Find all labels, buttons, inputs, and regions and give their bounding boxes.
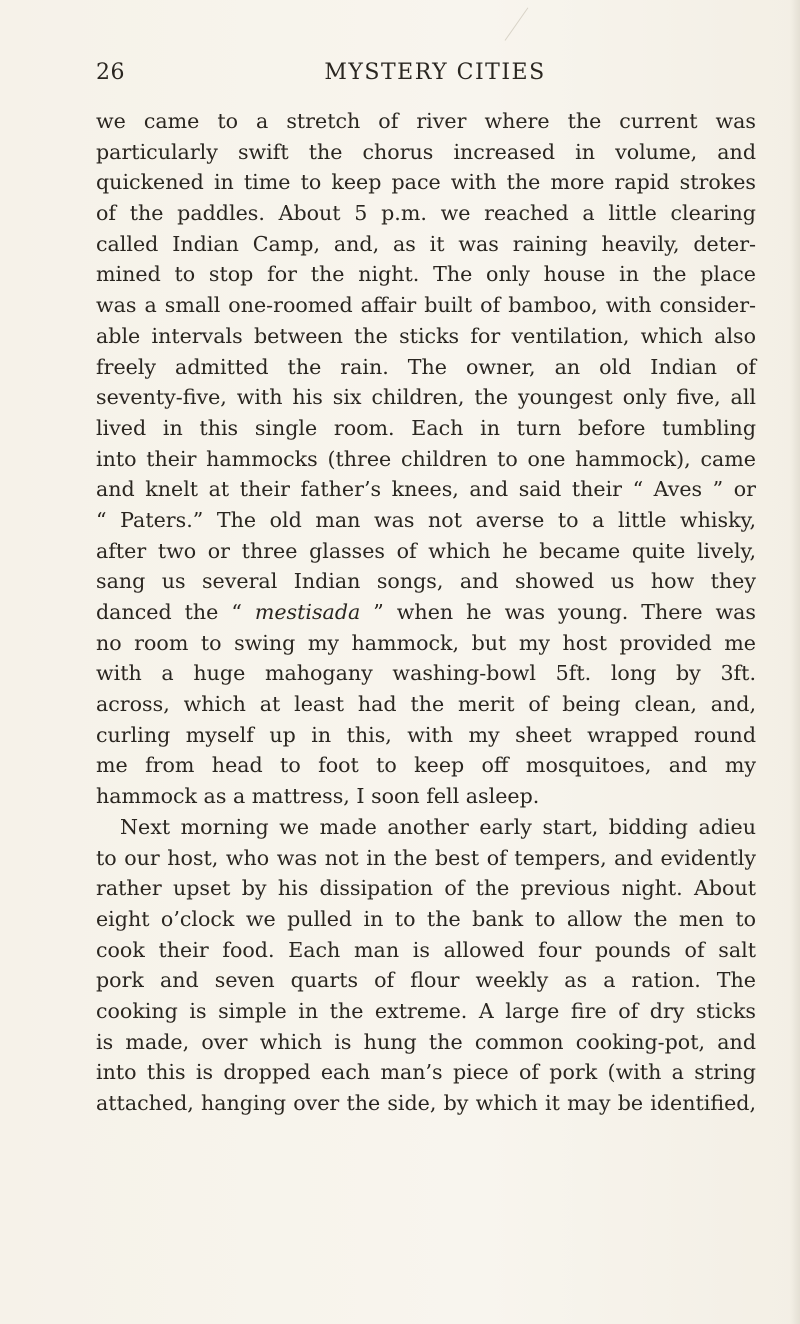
text-line: cook their food. Each man is allowed four pounds of salt [96, 937, 756, 962]
text-line: eight o’clock we pulled in to the bank to allow the men to [96, 906, 756, 931]
text-line: lived in this single room. Each in turn before tumbling [96, 415, 756, 440]
body-text [96, 106, 756, 1119]
running-title: MYSTERY CITIES [324, 60, 546, 85]
text-line: no room to swing my hammock, but my host provided me [96, 630, 756, 655]
text-line: into their hammocks (three children to one hammock), came [96, 446, 756, 471]
text-line: with a huge mahogany washing-bowl 5ft. long by 3ft. [96, 661, 756, 686]
paragraph-start-line: Next morning we made another early start, bidding adieu [120, 814, 756, 839]
text-line-italic: danced the “ mestisada ” when he was young. There was [96, 600, 756, 624]
page-header [96, 60, 756, 94]
paragraph-end-line: hammock as a mattress, I soon fell asleep. [96, 784, 540, 809]
page-crease [505, 7, 529, 40]
text-line: of the paddles. About 5 p.m. we reached a little clearing [96, 201, 756, 226]
text-line: we came to a stretch of river where the current was [96, 109, 756, 133]
text-line: called Indian Camp, and, as it was raining heavily, deter- [96, 231, 756, 256]
text-line: curling myself up in this, with my sheet wrapped round [96, 722, 756, 747]
text-line: is made, over which is hung the common cooking-pot, and [96, 1029, 756, 1054]
italic-phrase: mestisada [254, 600, 361, 624]
text-line: me from head to foot to keep off mosquitoes, and my [96, 753, 756, 778]
text-line: particularly swift the chorus increased in volume, and [96, 139, 756, 164]
text-line: cooking is simple in the extreme. A large fire of dry sticks [96, 998, 756, 1023]
text-line: and knelt at their father’s knees, and said their “ Aves ” or [96, 477, 756, 502]
text-line: after two or three glasses of which he became quite lively, [96, 538, 756, 563]
text-line: into this is dropped each man’s piece of pork (with a string [96, 1060, 756, 1085]
text-line: seventy-five, with his six children, the youngest only five, all [96, 385, 756, 410]
text-line: was a small one-roomed affair built of bamboo, with consider- [96, 293, 756, 318]
text-line: sang us several Indian songs, and showed us how they [96, 569, 756, 594]
text-line: able intervals between the sticks for ventilation, which also [96, 323, 756, 348]
text-line: to our host, who was not in the best of tempers, and evidently [96, 845, 756, 870]
text-line: freely admitted the rain. The owner, an old Indian of [96, 354, 756, 379]
text-line: “ Paters.” The old man was not averse to a little whisky, [96, 507, 756, 532]
page-number: 26 [96, 60, 125, 85]
text-line: pork and seven quarts of flour weekly as a ration. The [96, 968, 756, 993]
text-line: across, which at least had the merit of being clean, and, [96, 692, 756, 717]
text-line: mined to stop for the night. The only house in the place [96, 262, 756, 287]
text-line: rather upset by his dissipation of the previous night. About [96, 876, 756, 901]
page-edge-shadow [790, 0, 800, 1324]
text-line: quickened in time to keep pace with the more rapid strokes [96, 170, 756, 195]
text-line: attached, hanging over the side, by which it may be identified, [96, 1091, 756, 1115]
